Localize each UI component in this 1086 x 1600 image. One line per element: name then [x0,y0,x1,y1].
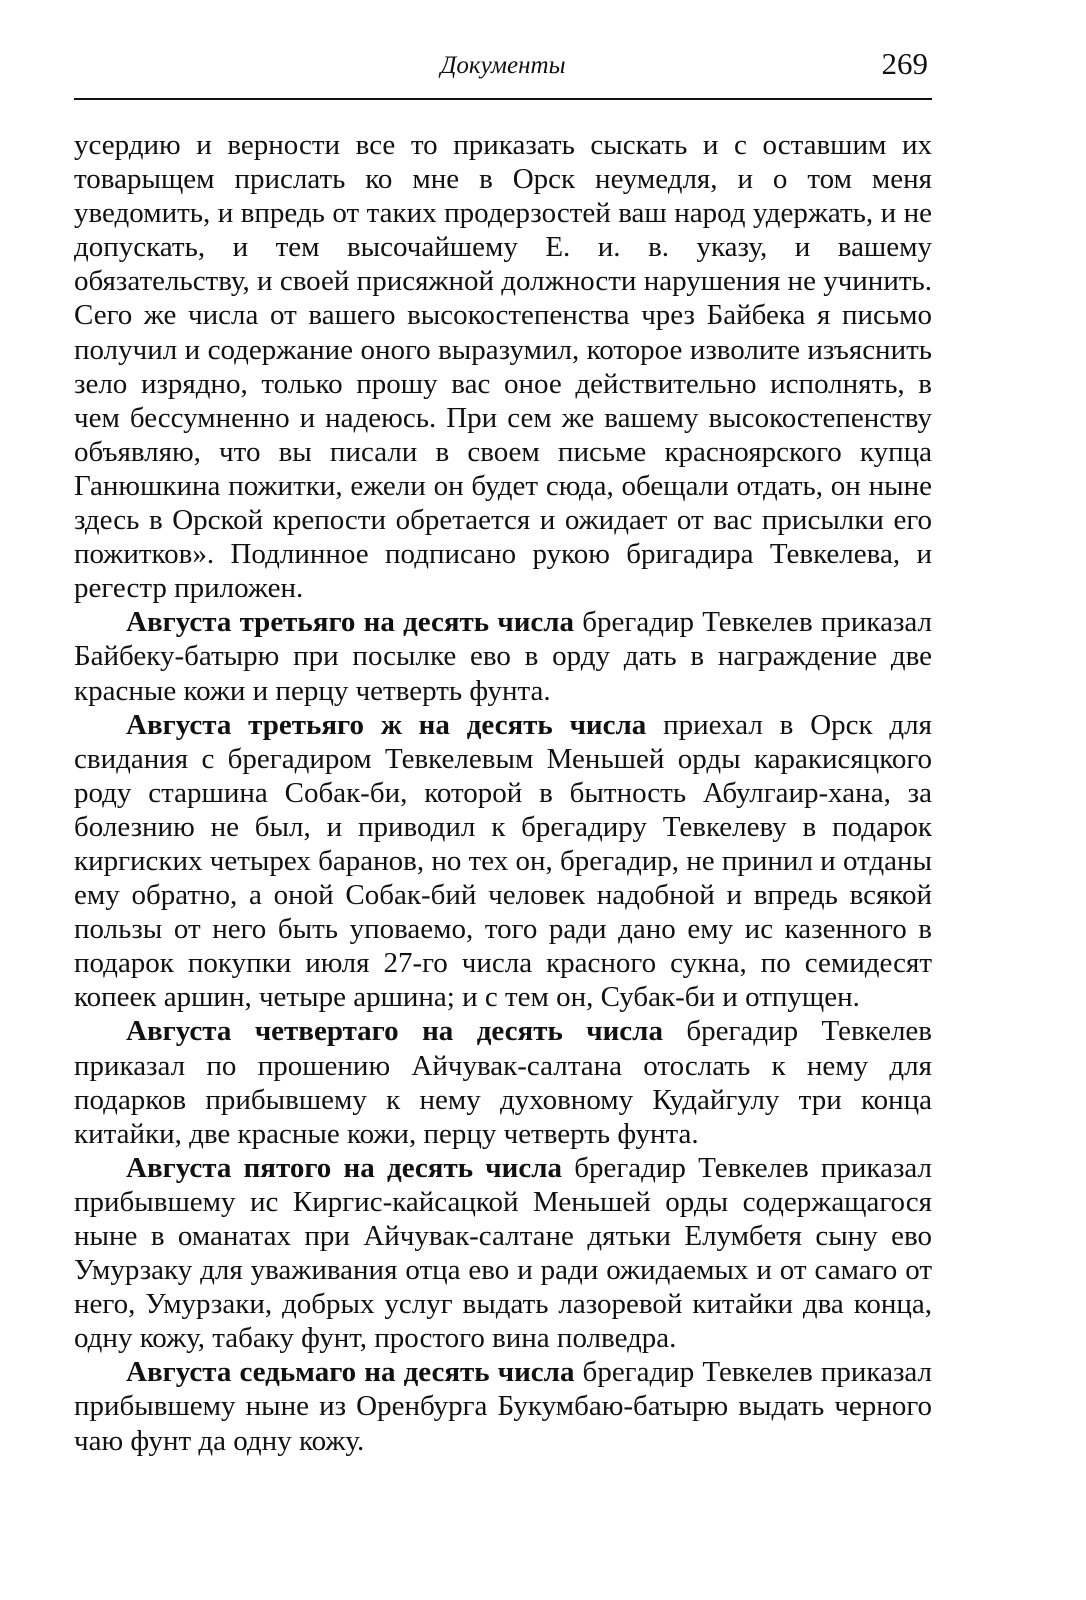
paragraph-date-lead: Августа третьяго на десять числа [126,606,575,639]
paragraph-text: брегадир Тевкелев приказал прибывшему ис Киргис-кайсацкой Меньшей орды содержащагося ныне в оманатах при Айчувак-салтане дятьки Елумбетя сыну ево Умурзаку для уваживания отца ево и ради ожидаемых и от самаго от него, Умурзаки, добрых услуг выдать лазоревой китайки два конца, одну кожу, табаку фунт, простого вина полведра. [74,1151,932,1355]
paragraph-text: брегадир Тевкелев приказал Байбеку-батырю при посылке ево в орду дать в награждение две красные кожи и перцу четверть фунта. [74,606,932,707]
document-page [74,40,932,1458]
paragraph-text: приехал в Орск для свидания с брегадиром Тевкелевым Меньшей орды каракисяцкого роду старшина Собак-би, которой в бытность Абулгаир-хана, за болезнию не был, и приводил к брегадиру Тевкелеву в подарок киргиских четырех баранов, но тех он, брегадир, не принил и отданы ему обратно, а оной Собак-бий человек надобной и впредь всякой пользы от него быть уповаемо, того ради дано ему ис казенного в подарок покупки июля 27-го числа красного сукна, по семидесят копеек аршин, четыре аршина; и с тем он, Субак-би и отпущен. [74,708,932,1014]
paragraph-text: брегадир Тевкелев приказал по прошению Айчувак-салтана отослать к нему для подарков прибывшему к нему духовному Кудайгулу три конца китайки, две красные кожи, перцу четверть фунта. [74,1015,932,1150]
paragraph-text: брегадир Тевкелев приказал прибывшему ныне из Оренбурга Букумбаю-батырю выдать черного чаю фунт да одну кожу. [74,1356,932,1457]
page-header [74,40,932,100]
paragraph-date-lead: Августа третьяго ж на десять числа [126,708,647,741]
paragraph [74,128,932,605]
paragraph-date-lead: Августа пятого на десять числа [126,1151,563,1184]
paragraph-date-lead: Августа седьмаго на десять числа [126,1356,575,1389]
paragraph [74,605,932,707]
page-number: 269 [881,46,928,81]
running-title: Документы [440,52,566,79]
paragraph [74,1355,932,1457]
page-body [74,128,932,1458]
paragraph [74,1014,932,1150]
paragraph [74,1151,932,1356]
paragraph-text: усердию и верности все то приказать сыскать и с оставшим их товарыщем прислать ко мне в Орск неумедля, и о том меня уведомить, и впредь от таких продерзостей ваш народ удержать, и не допускать, и тем высочайшему Е. и. в. указу, и вашему обязательству, и своей присяжной должности нарушения не учинить. Сего же числа от вашего высокостепенства чрез Байбека я письмо получил и содержание оного выразумил, которое изволите изъяснить зело изрядно, только прошу вас оное действительно исполнять, в чем бессумненно и надеюсь. При сем же вашему высокостепенству объявляю, что вы писали в своем письме красноярского купца Ганюшкина пожитки, ежели он будет сюда, обещали отдать, он ныне здесь в Орской крепости обретается и ожидает от вас присылки его пожитков». Подлинное подписано рукою бригадира Тевкелева, и регестр приложен. [74,129,932,605]
paragraph-date-lead: Августа четвертаго на десять числа [126,1015,663,1048]
paragraph [74,708,932,1015]
